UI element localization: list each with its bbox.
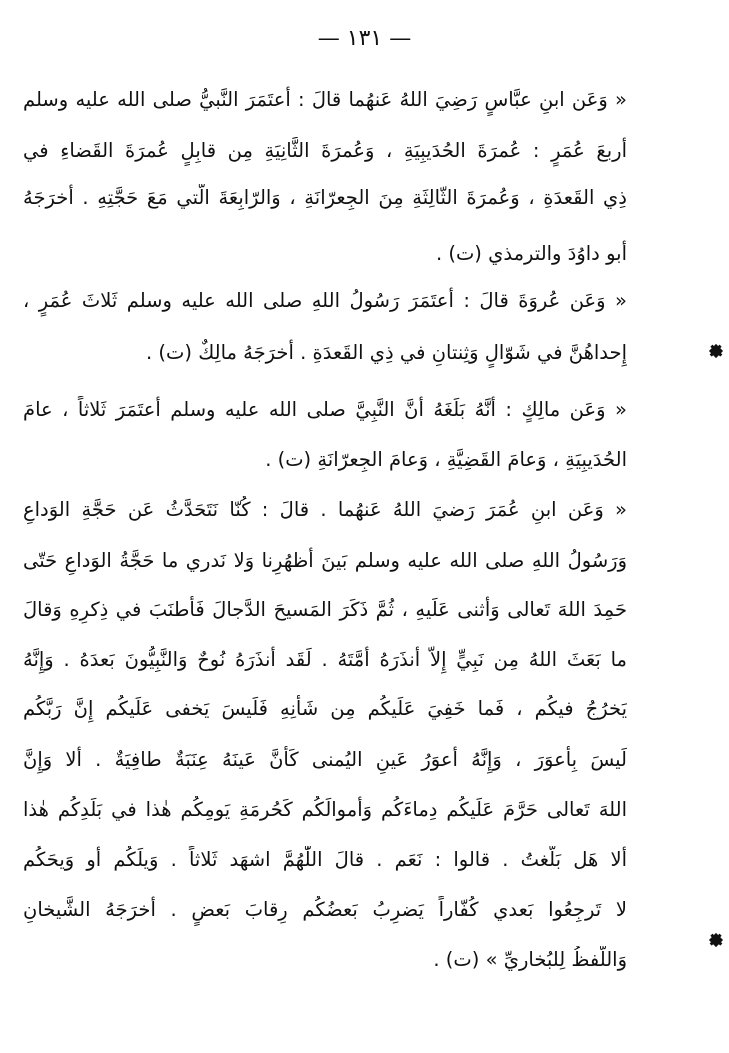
margin-marker-icon: [709, 344, 723, 358]
text-line: وَاللَّفظُ لِلبُخاريِّ » (ت) .: [433, 948, 627, 971]
text-line: « وَعَن ابنِ عبَّاسٍ رَضِيَ اللهُ عَنهُما قالَ : أَعتَمَرَ النَّبيُّ صلى الله عليه وسلم: [23, 88, 627, 111]
text-line: أَلا هَل بَلَّغتُ . قالوا : نَعَم . قالَ اللّٰهُمَّ اشهَد ثَلاثاً . وَيلَكُم أَو وَيحَكُم: [23, 848, 627, 871]
text-line: الحُدَيبِيَةِ ، وَعامَ القَضِيَّةِ ، وَعامَ الجِعرّانَةِ (ت) .: [265, 448, 627, 471]
text-line: اللهَ تَعالى حَرَّمَ عَلَيكُم دِماءَكُم وَأَموالَكُم كَحُرمَةِ يَومِكُم هٰذا في بَلَدِكُم هٰذا: [23, 798, 627, 821]
text-line: ذِي القَعدَةِ ، وَعُمرَةَ الثّالِثَةِ مِنَ الجِعرّانَةِ ، وَالرّابِعَةَ الّتي مَعَ حَجَّتِهِ . أَخرَجَهُ: [23, 186, 627, 209]
text-line: « وَعَن مالِكٍ : أَنَّهُ بَلَغَهُ أَنَّ النَّبِيَّ صلى الله عليه وسلم أَعتَمَرَ ثَلاثاً ، عامَ: [23, 398, 627, 421]
text-line: « وَعَن عُروَةَ قالَ : أَعتَمَرَ رَسُولُ اللهِ صلى الله عليه وسلم ثَلاثَ عُمَرٍ ،: [23, 289, 627, 312]
margin-marker-icon: [709, 933, 723, 947]
text-line: ما بَعَثَ اللهُ مِن نَبِيٍّ إِلاّ أَنذَرَهُ أُمَّتَهُ . لَقَد أَنذَرَهُ نُوحٌ وَالنَّبِيُّونَ بَعدَهُ . وَإِنَّهُ: [23, 648, 627, 671]
text-line: وَرَسُولُ اللهِ صلى الله عليه وسلم بَينَ أَظهُرِنا وَلا نَدري ما حَجَّةُ الوَداعِ حَتّى: [23, 549, 627, 572]
text-line: أَبو داوُدَ والترمذي (ت) .: [435, 242, 627, 265]
text-line: « وَعَن ابنِ عُمَرَ رَضيَ اللهُ عَنهُما . قالَ : كُنّا نَتَحَدَّثُ عَن حَجَّةِ الوَداعِ: [23, 498, 627, 521]
text-line: حَمِدَ اللهَ تَعالى وَأَثنى عَلَيهِ ، ثُمَّ ذَكَرَ المَسيحَ الدَّجالَ فَأَطنَبَ في ذِكرِهِ وَقالَ: [23, 598, 627, 621]
text-line: يَخرُجُ فيكُم ، فَما خَفِيَ عَلَيكُم مِن شَأنِهِ فَلَيسَ يَخفى عَلَيكُم إِنَّ رَبَّكُم: [23, 697, 627, 720]
text-line: أَربعَ عُمَرٍ : عُمرَةَ الحُدَيبِيَةِ ، وَعُمرَةَ الثَّانِيَةِ مِن قابِلٍ عُمرَةَ القَضاءِ في: [23, 139, 627, 162]
page-number: — ١٣١ —: [317, 26, 412, 51]
text-line: إِحداهُنَّ في شَوّالٍ وَثِنتانِ في ذِي القَعدَةِ . أَخرَجَهُ مالِكٌ (ت) .: [146, 341, 627, 364]
text-line: لا تَرجِعُوا بَعدي كُفّاراً يَضرِبُ بَعضُكُم رِقابَ بَعضٍ . أَخرَجَهُ الشَّيخانِ: [23, 898, 627, 921]
text-line: لَيسَ بِأَعوَرَ ، وَإِنَّهُ أَعوَرُ عَينِ اليُمنى كَأَنَّ عَينَهُ عِنَبَةٌ طافِيَةٌ . أَلا وَإِنَّ: [23, 748, 627, 771]
